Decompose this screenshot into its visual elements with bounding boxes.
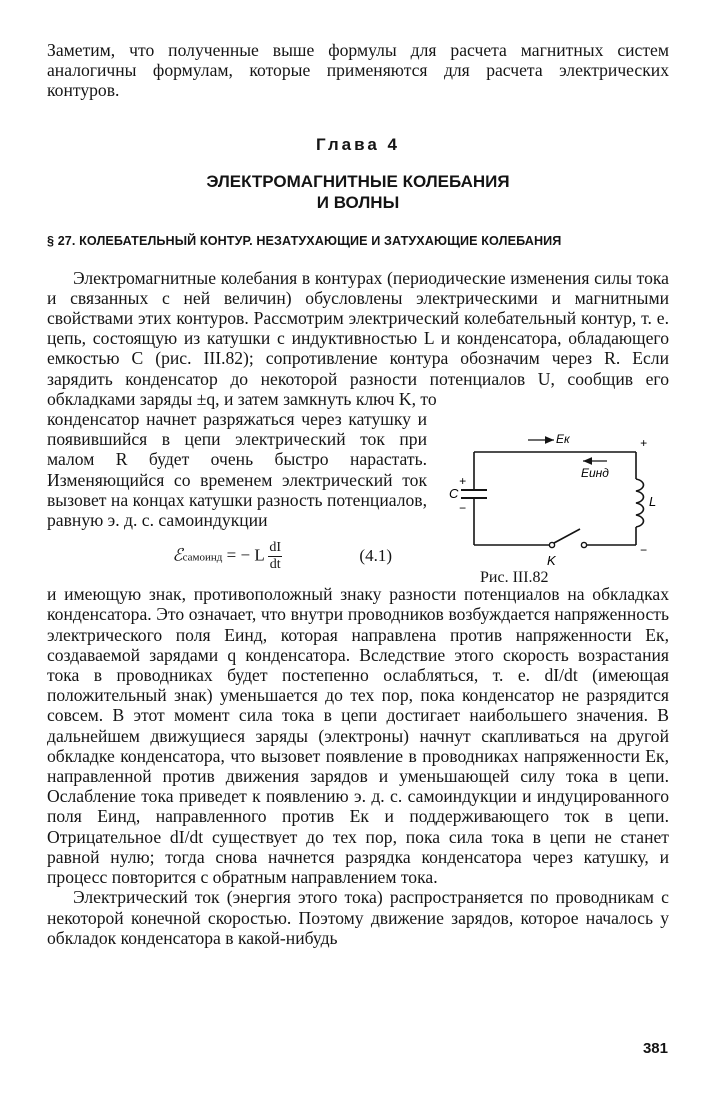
inductor-coil bbox=[636, 479, 644, 527]
label-k: K bbox=[547, 553, 556, 569]
page-content bbox=[47, 40, 669, 948]
paragraph-1: Электромагнитные колебания в контурах (периодические изменения силы тока и связанных с ней величин) обусловлены электрическими и магнитными свойствами этих контуров. Рассмотрим электрический колебательный контур, т. е. цепь, состоящую из катушки с индуктивностью L и конденсатора, обладающего емкостью C (рис. III.82); сопротивление контура обозначим через R. Если зарядить конденсатор до некоторой разности потенциалов U, сообщив его обкладками заряды ±q, и затем замкнуть ключ K, то bbox=[47, 267, 669, 409]
chapter-title-line-1: ЭЛЕКТРОМАГНИТНЫЕ КОЛЕБАНИЯ bbox=[206, 171, 510, 191]
equation-number: (4.1) bbox=[359, 546, 392, 566]
wrapped-text-column bbox=[47, 409, 427, 580]
label-plus-right: + bbox=[640, 436, 648, 451]
equation-4-1 bbox=[47, 540, 282, 573]
page-number: 381 bbox=[642, 1040, 668, 1057]
equation-row bbox=[47, 532, 427, 580]
paragraph-3: Электрический ток (энергия этого тока) распространяется по проводникам с некоторой конечной скоростью. Поэтому движение зарядов, которое началось у обкладок конденсатора в какой-нибудь bbox=[47, 887, 669, 948]
equation-operator: = − L bbox=[226, 545, 265, 565]
fraction-denominator: dt bbox=[269, 556, 281, 572]
label-l: L bbox=[649, 494, 657, 510]
label-plus-left: + bbox=[459, 474, 467, 489]
emf-subscript: самоинд bbox=[182, 551, 223, 564]
derivative-fraction bbox=[268, 540, 282, 573]
figure-iii-82 bbox=[427, 409, 669, 587]
figure-wrap-block bbox=[47, 409, 669, 587]
label-minus-left: − bbox=[459, 501, 467, 516]
figure-caption: Рис. III.82 bbox=[480, 569, 549, 587]
lc-circuit-diagram bbox=[427, 409, 669, 569]
fraction-numerator: dI bbox=[269, 539, 281, 555]
paragraph-2: и имеющую знак, противоположный знаку разности потенциалов на обкладках конденсатора. Это означает, что внутри проводников возбуждается напряженность электрического поля Eинд, которая направлена против напряженности Eк, создаваемой зарядами q конденсатора. Вследствие этого скорость возрастания тока в проводниках будет постепенно ослабляться, т. е. dI/dt (имеющая положительный знак) уменьшается до тех пор, пока конденсатор не разрядится совсем. В этот момент сила тока в цепи достигает наибольшего значения. В дальнейшем движущиеся заряды (электроны) начнут скапливаться на другой обкладке конденсатора, что вызовет появление в проводниках напряженности Eк, направленной против движения зарядов и уменьшающей силу тока в цепи. Ослабление тока приведет к появлению э. д. с. самоиндукции и индуцированного поля Eинд, направленного против Eк и поддерживающего ток в цепи. Отрицательное dI/dt существует до тех пор, пока сила тока в цепи не станет равной нулю; тогда снова начнется разрядка конденсатора через катушку, и процесс повторится с обратным направлением тока. bbox=[47, 584, 669, 888]
chapter-title-line-2: И ВОЛНЫ bbox=[316, 192, 400, 212]
chapter-label: Глава 4 bbox=[316, 134, 400, 154]
chapter-title bbox=[47, 171, 669, 213]
label-ek: Eк bbox=[556, 432, 570, 447]
intro-paragraph: Заметим, что полученные выше формулы для расчета магнитных систем аналогичны формулам, которые применяются для расчета электрических контуров. bbox=[47, 40, 669, 101]
label-eind: Eинд bbox=[581, 466, 609, 481]
switch-lever bbox=[554, 529, 580, 543]
label-minus-right: − bbox=[640, 543, 648, 558]
label-c: C bbox=[449, 486, 459, 502]
switch-contact-left bbox=[549, 542, 554, 547]
emf-symbol: ℰ bbox=[172, 545, 183, 565]
switch-contact-right bbox=[581, 542, 586, 547]
section-title: § 27. КОЛЕБАТЕЛЬНЫЙ КОНТУР. НЕЗАТУХАЮЩИЕ И ЗАТУХАЮЩИЕ КОЛЕБАНИЯ bbox=[47, 233, 562, 248]
paragraph-1-continued: конденсатор начнет разряжаться через катушку и появившийся в цепи электрический ток при малом R будет очень быстро нарастать. Изменяющийся со временем электрический ток вызовет на концах катушки разность потенциалов, равную э. д. с. самоиндукции bbox=[47, 409, 427, 531]
